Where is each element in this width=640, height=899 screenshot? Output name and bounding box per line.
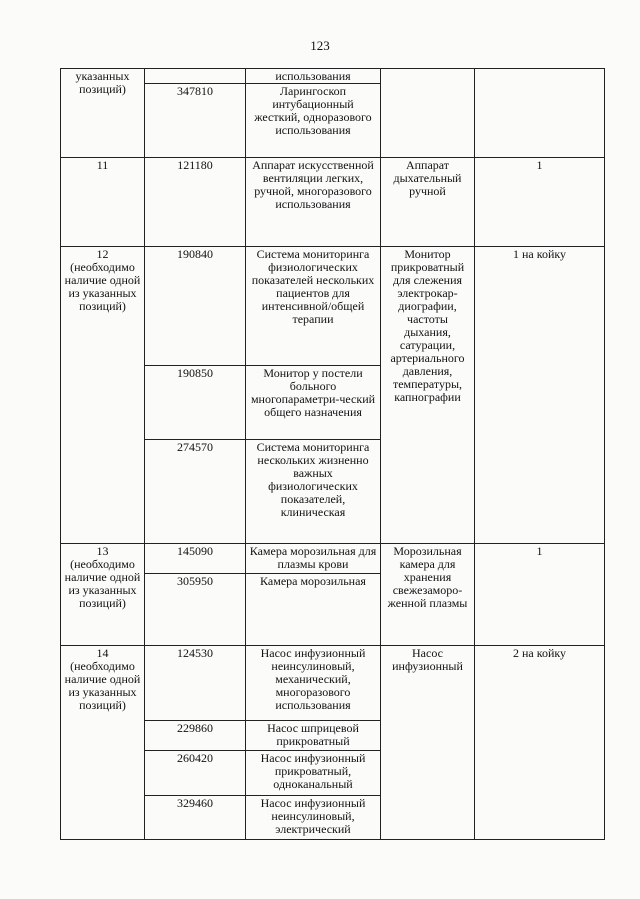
name: Система мониторинга физиологических показателей нескольких пациентов для интенсивной/общей терапии	[251, 246, 375, 326]
equipment-cell	[381, 544, 475, 646]
quantity: 1	[536, 544, 543, 559]
name-cell	[246, 246, 381, 365]
code: 329460	[177, 795, 213, 810]
code: 190840	[177, 246, 213, 261]
equipment-cell	[381, 645, 475, 839]
code-cell	[145, 721, 246, 751]
position-number: 11	[96, 158, 109, 173]
position-number: 12 (необходимо наличие одной из указанных позиций)	[64, 246, 141, 313]
name-cell	[246, 721, 381, 751]
name: использования	[275, 69, 351, 83]
name-cell	[246, 439, 381, 544]
position-number-cell	[61, 158, 145, 246]
equipment-cell	[381, 158, 475, 246]
name: Камера морозильная	[260, 573, 366, 588]
quantity-cell	[475, 246, 605, 544]
code: 145090	[177, 544, 213, 559]
table-row	[61, 69, 605, 84]
code: 121180	[177, 158, 213, 173]
code-cell	[145, 645, 246, 720]
name-cell	[246, 751, 381, 795]
code-cell	[145, 751, 246, 795]
name: Насос шприцевой прикроватный	[267, 721, 359, 749]
name: Ларингоскоп интубационный жесткий, одноразового использования	[254, 84, 372, 138]
position-number: 14 (необходимо наличие одной из указанных позиций)	[64, 645, 141, 712]
code-cell	[145, 69, 246, 84]
name: Аппарат искусственной вентиляции легких, ручной, многоразового использования	[252, 158, 374, 212]
name-cell	[246, 645, 381, 720]
equipment-type: Аппарат дыхательный ручной	[393, 158, 462, 199]
table-row	[61, 645, 605, 720]
quantity: 1	[536, 158, 543, 173]
code: 229860	[177, 721, 213, 736]
code: 124530	[177, 645, 213, 660]
equipment-type: Насос инфузионный	[392, 645, 463, 673]
name: Система мониторинга нескольких жизненно важных физиологических показателей, клиническая	[256, 439, 370, 519]
name: Насос инфузионный неинсулиновый, электрический	[260, 795, 366, 836]
name-cell	[246, 69, 381, 84]
name-cell	[246, 573, 381, 645]
equipment-type: Монитор прикроватный для слежения электрокар-диографии, частоты дыхания, сатурации, артериального давления, температуры, капнографии	[390, 246, 465, 404]
position-number: 13 (необходимо наличие одной из указанных позиций)	[64, 544, 141, 611]
code: 260420	[177, 751, 213, 766]
code-cell	[145, 573, 246, 645]
table-row	[61, 158, 605, 246]
name-cell	[246, 84, 381, 158]
equipment-cell	[381, 69, 475, 158]
name-cell	[246, 365, 381, 439]
name: Насос инфузионный прикроватный, одноканальный	[260, 751, 366, 792]
name-cell	[246, 795, 381, 839]
name-cell	[246, 544, 381, 573]
quantity-cell	[475, 69, 605, 158]
position-number-cell	[61, 544, 145, 646]
quantity-cell	[475, 158, 605, 246]
name: Монитор у постели больного многопараметри-ческий общего назначения	[250, 365, 376, 419]
quantity-cell	[475, 544, 605, 646]
name: Насос инфузионный неинсулиновый, механический, многоразового использования	[260, 645, 366, 712]
table-row	[61, 246, 605, 365]
code: 347810	[177, 84, 213, 99]
code-cell	[145, 365, 246, 439]
name-cell	[246, 158, 381, 246]
code-cell	[145, 84, 246, 158]
table-row	[61, 544, 605, 573]
equipment-type: Морозильная камера для хранения свежезаморо-женной плазмы	[387, 544, 468, 611]
name: Камера морозильная для плазмы крови	[249, 544, 377, 572]
equipment-table	[60, 68, 605, 840]
equipment-cell	[381, 246, 475, 544]
quantity: 1 на койку	[512, 246, 567, 261]
quantity-cell	[475, 645, 605, 839]
position-number-cell	[61, 246, 145, 544]
code: 274570	[177, 439, 213, 454]
code-cell	[145, 158, 246, 246]
position-number-cell	[61, 69, 145, 158]
code-cell	[145, 544, 246, 573]
quantity: 2 на койку	[512, 645, 567, 660]
code: 190850	[177, 365, 213, 380]
position-number: указанных позиций)	[75, 69, 130, 96]
position-number-cell	[61, 645, 145, 839]
page-number: 123	[310, 38, 330, 53]
code-cell	[145, 246, 246, 365]
code-cell	[145, 795, 246, 839]
code: 305950	[177, 573, 213, 588]
code-cell	[145, 439, 246, 544]
